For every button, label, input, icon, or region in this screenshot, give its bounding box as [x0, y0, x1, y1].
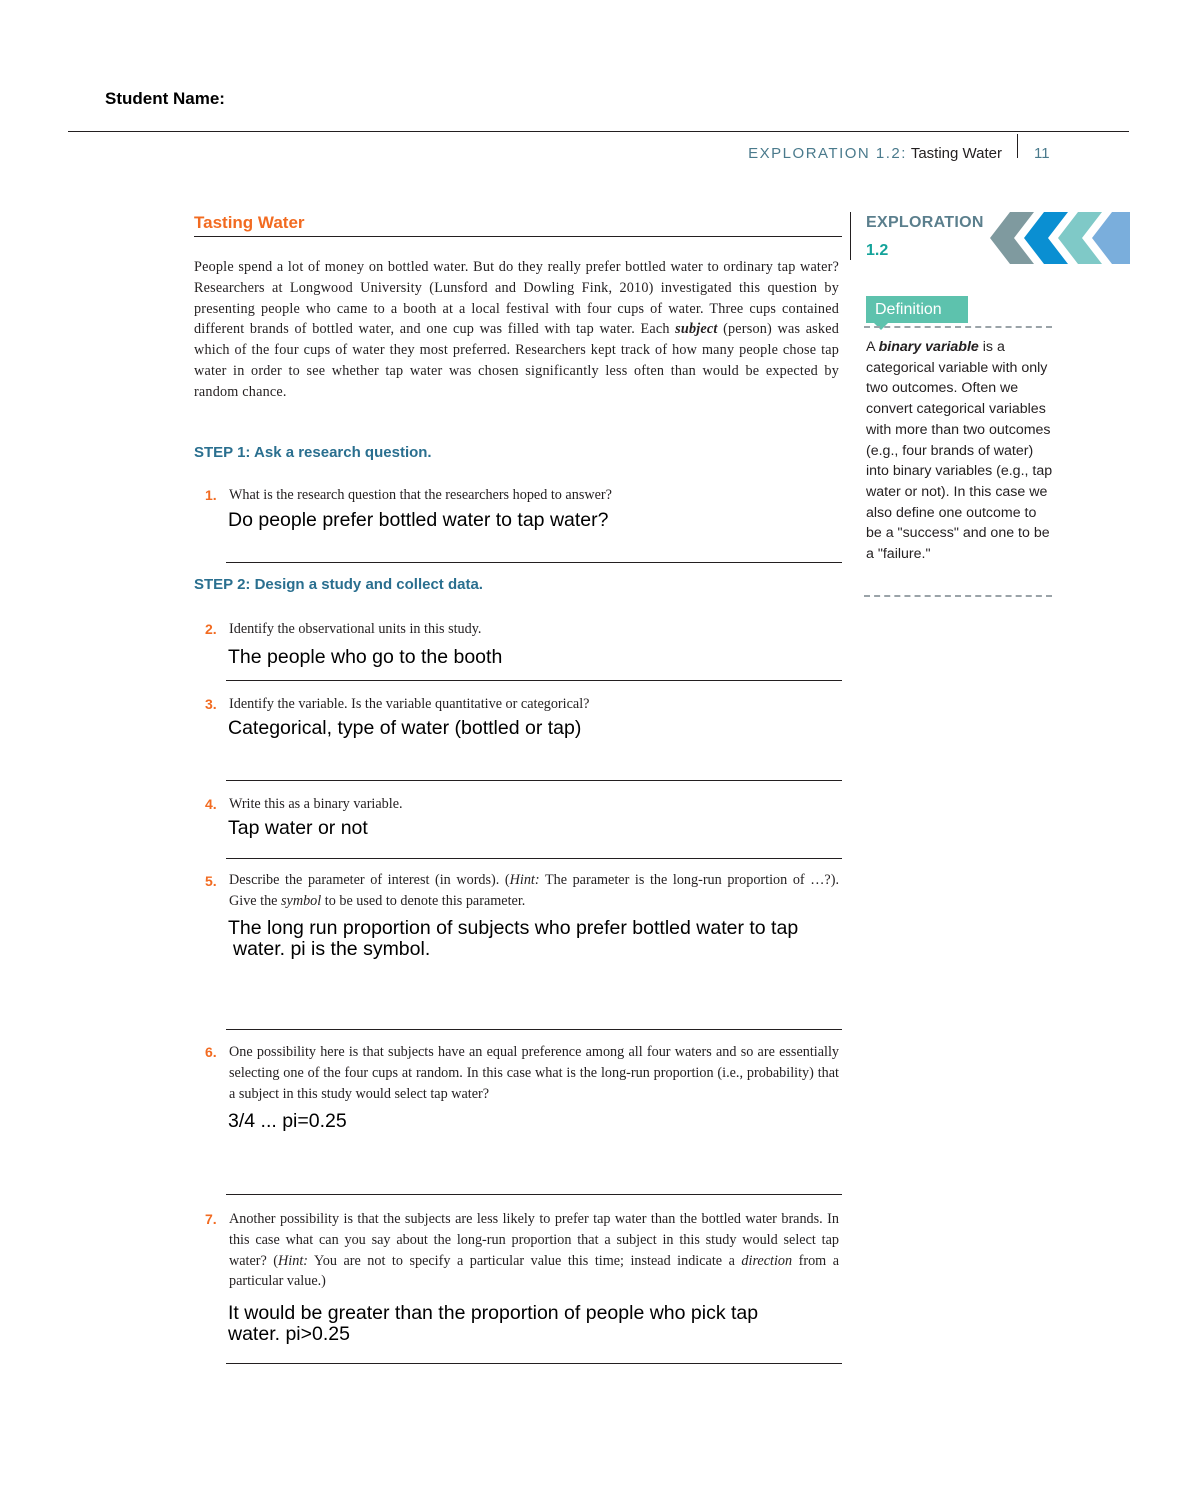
header-divider	[1017, 134, 1018, 158]
answer-6-line	[226, 1194, 842, 1195]
question-5-text-1: Describe the parameter of interest (in words). (	[229, 872, 510, 888]
answer-4-line	[226, 858, 842, 859]
header-rule	[68, 131, 1129, 132]
question-2-text: Identify the observational units in this study.	[229, 621, 482, 637]
intro-subject-term: subject	[675, 321, 718, 338]
intro-text-2: (person) was asked which of the four cups of water they most preferred. Researchers kept track of how many people chose tap water in order to see whether tap water was chosen significantly less often than would be expected by random chance.	[194, 321, 839, 400]
page-number: 11	[1034, 145, 1050, 162]
sidebar-exploration-number: 1.2	[866, 242, 889, 259]
answer-7-line-1[interactable]: It would be greater than the proportion of people who pick tap	[228, 1302, 759, 1324]
question-2-number: 2.	[205, 621, 217, 637]
definition-a: A	[866, 339, 875, 355]
question-5-number: 5.	[205, 873, 217, 889]
question-7-number: 7.	[205, 1211, 217, 1227]
question-7-text	[229, 1209, 839, 1292]
section-title: Tasting Water	[194, 213, 305, 232]
definition-rest: is a categorical variable with only two outcomes. Often we convert categorical variables with more than two outcomes (e.g., four brands of water) into binary variables (e.g., tap water or not). In this case we also define one outcome to be a "success" and one to be a "failure."	[866, 339, 1053, 563]
title-rule	[194, 236, 842, 237]
answer-2-line	[226, 680, 842, 681]
answer-5-line-2[interactable]: water. pi is the symbol.	[233, 938, 431, 960]
intro-text-1: People spend a lot of money on bottled water. But do they really prefer bottled water to ordinary tap water? Researchers at Longwood University (Lunsford and Dowling Fink, 2010) investigated this question by presenting people who came to a booth at a local festival with four cups of water. Three cups contained different brands of bottled water, and one cup was filled with tap water. Each	[194, 259, 839, 338]
sidebar-divider	[850, 212, 851, 260]
answer-7-line-2[interactable]: water. pi>0.25	[228, 1323, 350, 1345]
running-head-label: EXPLORATION 1.2:	[748, 145, 907, 162]
question-4-text: Write this as a binary variable.	[229, 796, 403, 812]
answer-2[interactable]: The people who go to the booth	[228, 646, 503, 668]
question-7-text-1: Another possibility is that the subjects are less likely to prefer tap water than the bottled water brands. In this case what can you say about the long-run proportion that a subject in this study would select tap water? (	[229, 1211, 839, 1269]
question-7-text-2: You are not to specify a particular value this time; instead indicate a	[313, 1252, 735, 1269]
answer-6[interactable]: 3/4 ... pi=0.25	[228, 1110, 347, 1132]
answer-5-line	[226, 1029, 842, 1030]
answer-1[interactable]: Do people prefer bottled water to tap water?	[228, 509, 609, 531]
question-6-number: 6.	[205, 1044, 217, 1060]
question-7-direction: direction	[741, 1252, 793, 1269]
answer-3[interactable]: Categorical, type of water (bottled or tap)	[228, 717, 582, 739]
step-2-heading: STEP 2: Design a study and collect data.	[194, 576, 483, 593]
running-head-title: Tasting Water	[910, 145, 1002, 162]
intro-paragraph	[194, 257, 839, 403]
question-7-text-3: from a particular value.)	[229, 1252, 840, 1290]
sidebar-exploration-label: EXPLORATION	[866, 214, 984, 231]
question-6-text: One possibility here is that subjects have an equal preference among all four waters and so are essentially selecting one of the four cups at random. In this case what is the long-run proportion (i.e., probability) that a subject in this study would select tap water?	[229, 1044, 839, 1102]
answer-7-line	[226, 1363, 842, 1364]
question-1-text: What is the research question that the researchers hoped to answer?	[229, 487, 612, 503]
student-name-label: Student Name:	[105, 89, 225, 108]
question-4-number: 4.	[205, 796, 217, 812]
definition-text	[866, 337, 1054, 565]
question-5-text-3: to be used to denote this parameter.	[324, 892, 526, 909]
question-3-number: 3.	[205, 696, 217, 712]
question-1-number: 1.	[205, 487, 217, 503]
definition-bottom-dash	[864, 595, 1052, 597]
definition-tag: Definition	[866, 296, 968, 323]
definition-term: binary variable	[878, 339, 979, 355]
answer-3-line	[226, 780, 842, 781]
answer-1-line	[226, 562, 842, 563]
running-head	[748, 145, 1002, 162]
question-3-text: Identify the variable. Is the variable quantitative or categorical?	[229, 696, 590, 712]
step-1-heading: STEP 1: Ask a research question.	[194, 444, 432, 461]
question-5-hint: Hint:	[509, 872, 540, 888]
chevron-banner-icon	[990, 212, 1130, 264]
chevron-4	[1092, 212, 1130, 264]
definition-top-dash	[864, 326, 1052, 328]
question-5-text-2: The parameter is the long-run proportion of …?). Give the	[229, 872, 839, 909]
question-7-hint: Hint:	[278, 1252, 308, 1269]
question-5-text	[229, 870, 839, 912]
answer-5-line-1[interactable]: The long run proportion of subjects who prefer bottled water to tap	[228, 917, 799, 939]
answer-4[interactable]: Tap water or not	[228, 817, 368, 839]
question-5-symbol: symbol	[281, 892, 322, 909]
